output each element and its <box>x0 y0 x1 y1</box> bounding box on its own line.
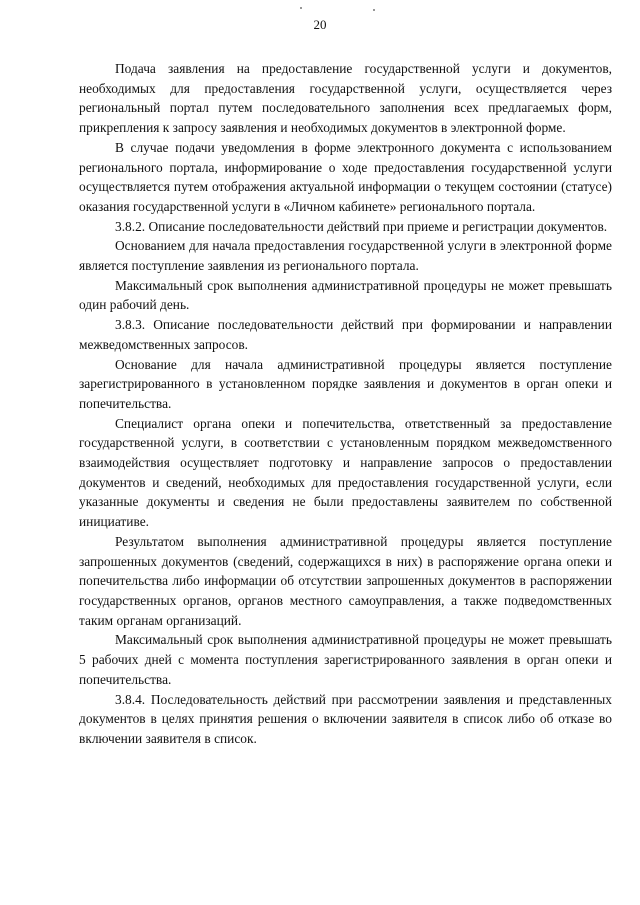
scan-speck <box>373 9 375 11</box>
paragraph-procedure-result: Результатом выполнения административной процедуры является поступление запрошенных документов (сведений, содержащихся в них) в распоряжение органа опеки и попечительства либо информации об отсутствии запрошенных документов в распоряжении государственных органов, органов местного самоуправления, а также подведомственных таким органам организаций. <box>79 533 612 628</box>
section-3-8-2-heading: 3.8.2. Описание последовательности действий при приеме и регистрации документов. <box>115 218 608 234</box>
paragraph-basis-3-8-3: Основание для начала административной процедуры является поступление зарегистрированного в установленном порядке заявления и документов в орган опеки и попечительства. <box>79 356 612 411</box>
section-3-8-4-heading: 3.8.4. Последовательность действий при рассмотрении заявления и представленных документов в целях принятия решения о включении заявителя в список либо об отказе во включении заявителя в список. <box>79 691 612 746</box>
document-body <box>79 59 612 749</box>
page-number: 20 <box>313 17 327 32</box>
paragraph-specialist-duties: Специалист органа опеки и попечительства, ответственный за предоставление государственной услуги, в соответствии с установленным порядком межведомственного взаимодействия осуществляет подготовку и направление запросов о предоставлении документов и сведений, необходимых для предоставления государственной услуги, если указанные документы и сведения не были предоставлены заявителем по собственной инициативе. <box>79 415 612 530</box>
paragraph-deadline-3-8-2: Максимальный срок выполнения административной процедуры не может превышать один рабочий день. <box>79 277 612 313</box>
paragraph-deadline-3-8-3: Максимальный срок выполнения административной процедуры не может превышать 5 рабочих дней с момента поступления зарегистрированного заявления в орган опеки и попечительства. <box>79 632 612 687</box>
paragraph-basis-3-8-2: Основанием для начала предоставления государственной услуги в электронной форме является поступление заявления из регионального портала. <box>79 238 612 274</box>
paragraph-status-informing: В случае подачи уведомления в форме электронного документа с использованием регионального портала, информирование о ходе предоставления государственной услуги осуществляется путем отображения актуальной информации о текущем состоянии (статусе) оказания государственной услуги в «Личном кабинете» регионального портала. <box>79 139 612 214</box>
paragraph-electronic-submission: Подача заявления на предоставление государственной услуги и документов, необходимых для предоставления государственной услуги, осуществляется через региональный портал путем последовательного заполнения всех предлагаемых форм, прикрепления к запросу заявления и необходимых документов в электронной форме. <box>79 61 612 136</box>
section-3-8-3-heading: 3.8.3. Описание последовательности действий при формировании и направлении межведомственных запросов. <box>79 317 612 352</box>
scan-speck <box>300 7 302 9</box>
